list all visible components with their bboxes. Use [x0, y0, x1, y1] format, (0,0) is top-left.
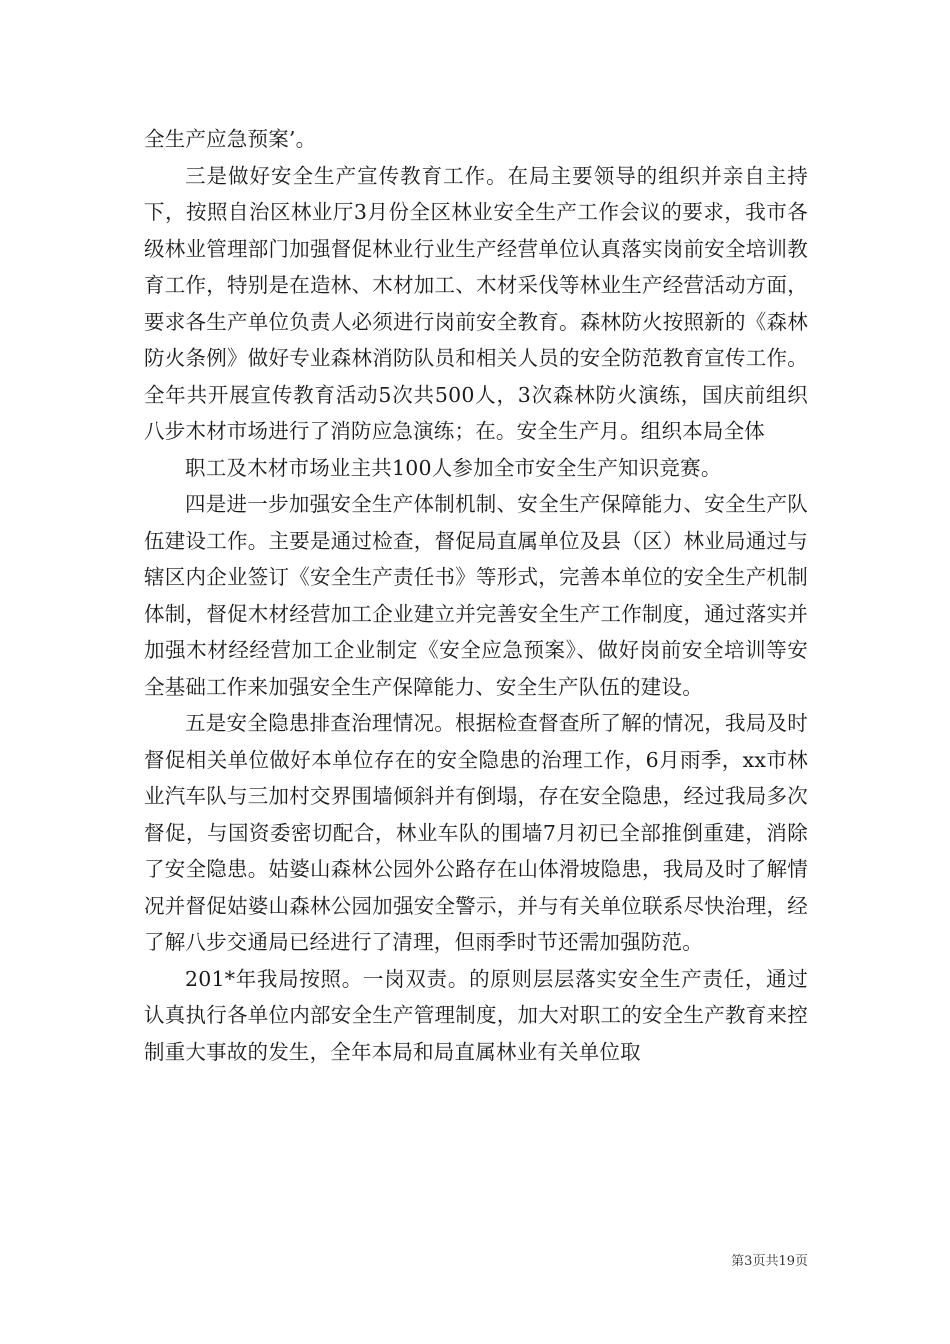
document-body	[144, 121, 808, 1070]
paragraph-publicity-education: 三是做好安全生产宣传教育工作。在局主要领导的组织并亲自主持下，按照自治区林业厅3月份全区林业安全生产工作会议的要求，我市各级林业管理部门加强督促林业行业生产经营单位认真落实岗前安全培训教育工作，特别是在造林、木材加工、木材采伐等林业生产经营活动方面，要求各生产单位负责人必须进行岗前安全教育。森林防火按照新的《森林防火条例》做好专业森林消防队员和相关人员的安全防范教育宣传工作。全年共开展宣传教育活动5次共500人，3次森林防火演练，国庆前组织八步木材市场进行了消防应急演练；在。安全生产月。组织本局全体	[144, 163, 808, 443]
paragraph-responsibility: 201*年我局按照。一岗双责。的原则层层落实安全生产责任，通过认真执行各单位内部安全生产管理制度，加大对职工的安全生产教育来控制重大事故的发生，全年本局和局直属林业有关单位取	[144, 966, 808, 1064]
paragraph-knowledge-contest: 职工及木材市场业主共100人参加全市安全生产知识竞赛。	[185, 455, 722, 480]
paragraph-continuation: 全生产应急预案’。	[144, 127, 317, 151]
page-number-footer: 第3页共19页	[731, 1254, 808, 1269]
paragraph-hazard-investigation: 五是安全隐患排查治理情况。根据检查督查所了解的情况，我局及时督促相关单位做好本单位存在的安全隐患的治理工作，6月雨季，xx市林业汽车队与三加村交界围墙倾斜并有倒塌，存在安全隐患，经过我局多次督促，与国资委密切配合，林业车队的围墙7月初已全部推倒重建，消除了安全隐患。姑婆山森林公园外公路存在山体滑坡隐患，我局及时了解情况并督促姑婆山森林公园加强安全警示，并与有关单位联系尽快治理，经了解八步交通局已经进行了清理，但雨季时节还需加强防范。	[144, 711, 808, 954]
paragraph-mechanism-building: 四是进一步加强安全生产体制机制、安全生产保障能力、安全生产队伍建设工作。主要是通过检查，督促局直属单位及县（区）林业局通过与辖区内企业签订《安全生产责任书》等形式，完善本单位的安全生产机制体制，督促木材经营加工企业建立并完善安全生产工作制度，通过落实并加强木材经经营加工企业制定《安全应急预案》、做好岗前安全培训等安全基础工作来加强安全生产保障能力、安全生产队伍的建设。	[144, 492, 808, 699]
